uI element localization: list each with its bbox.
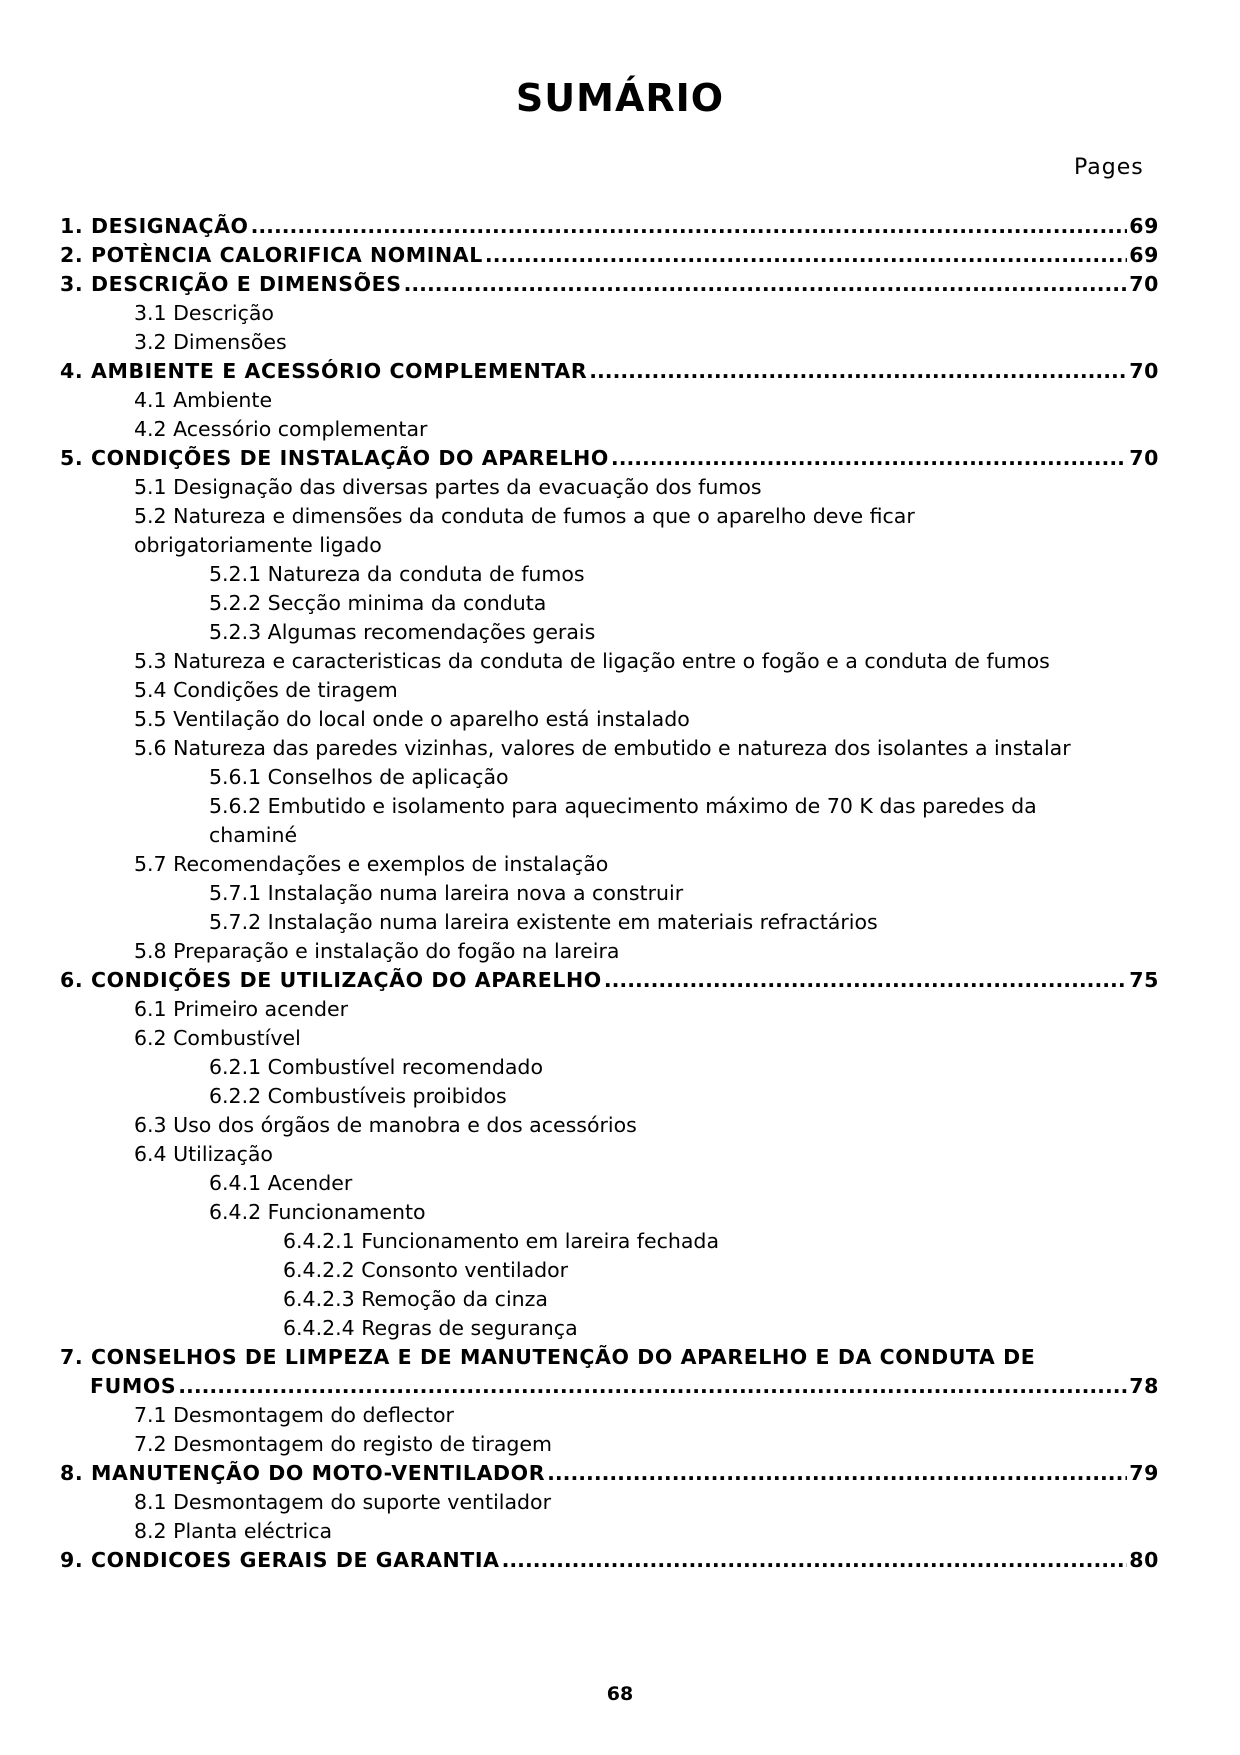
- toc-subsection[interactable]: [60, 995, 1159, 1024]
- toc-subsection[interactable]: [60, 1111, 1159, 1140]
- toc-entry-text: 7.2 Desmontagem do registo de tiragem: [134, 1432, 553, 1456]
- toc-entry-text: 7. CONSELHOS DE LIMPEZA E DE MANUTENÇÃO DO APARELHO E DA CONDUTA DE: [60, 1345, 1036, 1369]
- toc-subsection[interactable]: [60, 473, 1159, 502]
- toc-entry-text: 5.6 Natureza das paredes vizinhas, valores de embutido e natureza dos isolantes a instalar: [134, 736, 1071, 760]
- toc-subsection[interactable]: [60, 386, 1159, 415]
- toc-subsection[interactable]: [60, 792, 1159, 821]
- table-of-contents: [60, 212, 1159, 1575]
- toc-section[interactable]: [60, 241, 1159, 270]
- toc-entry-text: 6.4.2 Funcionamento: [209, 1200, 426, 1224]
- toc-entry-text: 6.2.1 Combustível recomendado: [209, 1055, 543, 1079]
- toc-entry-text: 6.2.2 Combustíveis proibidos: [209, 1084, 507, 1108]
- toc-page-number: 70: [1129, 446, 1159, 470]
- dot-leader: [502, 1546, 1128, 1575]
- toc-page-number: 70: [1129, 359, 1159, 383]
- toc-entry-text: 5.7.1 Instalação numa lareira nova a construir: [209, 881, 684, 905]
- toc-page-number: 70: [1129, 272, 1159, 296]
- toc-entry-text: 3. DESCRIÇÃO E DIMENSÕES: [60, 272, 402, 296]
- toc-section[interactable]: [60, 1546, 1159, 1575]
- toc-entry-text: 4.2 Acessório complementar: [134, 417, 428, 441]
- toc-subsection[interactable]: [60, 1430, 1159, 1459]
- toc-entry-text: 8.2 Planta eléctrica: [134, 1519, 333, 1543]
- toc-entry-text: 5.3 Natureza e caracteristicas da conduta de ligação entre o fogão e a conduta de fumos: [134, 649, 1050, 673]
- toc-section[interactable]: [60, 444, 1159, 473]
- toc-entry-text: 6. CONDIÇÕES DE UTILIZAÇÃO DO APARELHO: [60, 968, 602, 992]
- toc-entry-text: 5.2.2 Secção minima da conduta: [209, 591, 547, 615]
- toc-entry-text: 4.1 Ambiente: [134, 388, 273, 412]
- toc-entry-text: chaminé: [209, 823, 298, 847]
- toc-subsection[interactable]: [60, 1314, 1159, 1343]
- dot-leader: [178, 1372, 1127, 1401]
- toc-page-number: 69: [1129, 243, 1159, 267]
- page-number: 68: [606, 1683, 634, 1705]
- toc-entry-text: obrigatoriamente ligado: [134, 533, 382, 557]
- toc-subsection[interactable]: [60, 531, 1159, 560]
- dot-leader: [611, 444, 1127, 473]
- toc-section[interactable]: [60, 1343, 1159, 1372]
- toc-entry-text: 2. POTÈNCIA CALORIFICA NOMINAL: [60, 243, 483, 267]
- toc-entry-text: 5.6.1 Conselhos de aplicação: [209, 765, 509, 789]
- toc-entry-text: 6.4.1 Acender: [209, 1171, 353, 1195]
- toc-entry-text: 5.4 Condições de tiragem: [134, 678, 398, 702]
- toc-entry-text: 5.2.3 Algumas recomendações gerais: [209, 620, 596, 644]
- toc-entry-text: 6.4.2.1 Funcionamento em lareira fechada: [283, 1229, 720, 1253]
- toc-section[interactable]: [60, 1459, 1159, 1488]
- toc-subsection[interactable]: [60, 879, 1159, 908]
- toc-entry-text: 1. DESIGNAÇÃO: [60, 214, 249, 238]
- toc-entry-text: 6.4.2.2 Consonto ventilador: [283, 1258, 569, 1282]
- toc-subsection[interactable]: [60, 589, 1159, 618]
- toc-section[interactable]: [60, 1372, 1159, 1401]
- toc-section[interactable]: [60, 212, 1159, 241]
- toc-entry-text: FUMOS: [90, 1374, 177, 1398]
- toc-page-number: 79: [1129, 1461, 1159, 1485]
- toc-entry-text: 5.2 Natureza e dimensões da conduta de fumos a que o aparelho deve ficar: [134, 504, 915, 528]
- toc-subsection[interactable]: [60, 1285, 1159, 1314]
- toc-subsection[interactable]: [60, 502, 1159, 531]
- toc-subsection[interactable]: [60, 1053, 1159, 1082]
- toc-entry-text: 3.1 Descrição: [134, 301, 274, 325]
- toc-entry-text: 7.1 Desmontagem do deflector: [134, 1403, 454, 1427]
- toc-entry-text: 5.5 Ventilação do local onde o aparelho está instalado: [134, 707, 690, 731]
- toc-subsection[interactable]: [60, 1227, 1159, 1256]
- dot-leader: [604, 966, 1127, 995]
- toc-entry-text: 5.7 Recomendações e exemplos de instalação: [134, 852, 609, 876]
- toc-subsection[interactable]: [60, 734, 1159, 763]
- toc-entry-text: 5.2.1 Natureza da conduta de fumos: [209, 562, 585, 586]
- toc-section[interactable]: [60, 966, 1159, 995]
- toc-subsection[interactable]: [60, 1169, 1159, 1198]
- toc-entry-text: 6.4 Utilização: [134, 1142, 273, 1166]
- dot-leader: [404, 270, 1128, 299]
- toc-subsection[interactable]: [60, 415, 1159, 444]
- toc-entry-text: 5.7.2 Instalação numa lareira existente em materiais refractários: [209, 910, 878, 934]
- toc-entry-text: 6.4.2.3 Remoção da cinza: [283, 1287, 548, 1311]
- toc-subsection[interactable]: [60, 908, 1159, 937]
- toc-page-number: 80: [1129, 1548, 1159, 1572]
- toc-subsection[interactable]: [60, 1517, 1159, 1546]
- toc-subsection[interactable]: [60, 850, 1159, 879]
- toc-subsection[interactable]: [60, 618, 1159, 647]
- toc-subsection[interactable]: [60, 560, 1159, 589]
- toc-entry-text: 6.4.2.4 Regras de segurança: [283, 1316, 578, 1340]
- toc-page-number: 75: [1129, 968, 1159, 992]
- toc-entry-text: 9. CONDICOES GERAIS DE GARANTIA: [60, 1548, 500, 1572]
- toc-subsection[interactable]: [60, 1140, 1159, 1169]
- toc-section[interactable]: [60, 357, 1159, 386]
- toc-subsection[interactable]: [60, 1024, 1159, 1053]
- toc-entry-text: 4. AMBIENTE E ACESSÓRIO COMPLEMENTAR: [60, 359, 588, 383]
- toc-entry-text: 5.1 Designação das diversas partes da evacuação dos fumos: [134, 475, 762, 499]
- toc-page-number: 69: [1129, 214, 1159, 238]
- page-title: SUMÁRIO: [515, 76, 725, 120]
- pages-column-label: Pages: [1074, 155, 1144, 180]
- toc-entry-text: 6.1 Primeiro acender: [134, 997, 349, 1021]
- toc-subsection[interactable]: [60, 705, 1159, 734]
- toc-subsection[interactable]: [60, 1256, 1159, 1285]
- toc-subsection[interactable]: [60, 763, 1159, 792]
- toc-page-number: 78: [1129, 1374, 1159, 1398]
- toc-subsection[interactable]: [60, 328, 1159, 357]
- toc-entry-text: 3.2 Dimensões: [134, 330, 287, 354]
- toc-subsection[interactable]: [60, 1082, 1159, 1111]
- toc-entry-text: 5.6.2 Embutido e isolamento para aquecimento máximo de 70 K das paredes da: [209, 794, 1037, 818]
- toc-subsection[interactable]: [60, 1401, 1159, 1430]
- dot-leader: [485, 241, 1127, 270]
- toc-entry-text: 8.1 Desmontagem do suporte ventilador: [134, 1490, 552, 1514]
- toc-entry-text: 6.2 Combustível: [134, 1026, 301, 1050]
- dot-leader: [547, 1459, 1127, 1488]
- toc-entry-text: 6.3 Uso dos órgãos de manobra e dos acessórios: [134, 1113, 637, 1137]
- toc-subsection[interactable]: [60, 299, 1159, 328]
- toc-entry-text: 8. MANUTENÇÃO DO MOTO-VENTILADOR: [60, 1461, 546, 1485]
- dot-leader: [251, 212, 1128, 241]
- toc-subsection[interactable]: [60, 647, 1159, 676]
- toc-subsection[interactable]: [60, 676, 1159, 705]
- toc-subsection[interactable]: [60, 1488, 1159, 1517]
- toc-entry-text: 5.8 Preparação e instalação do fogão na lareira: [134, 939, 620, 963]
- toc-subsection[interactable]: [60, 937, 1159, 966]
- toc-subsection[interactable]: [60, 1198, 1159, 1227]
- toc-entry-text: 5. CONDIÇÕES DE INSTALAÇÃO DO APARELHO: [60, 446, 609, 470]
- toc-section[interactable]: [60, 270, 1159, 299]
- dot-leader: [589, 357, 1127, 386]
- toc-subsection[interactable]: [60, 821, 1159, 850]
